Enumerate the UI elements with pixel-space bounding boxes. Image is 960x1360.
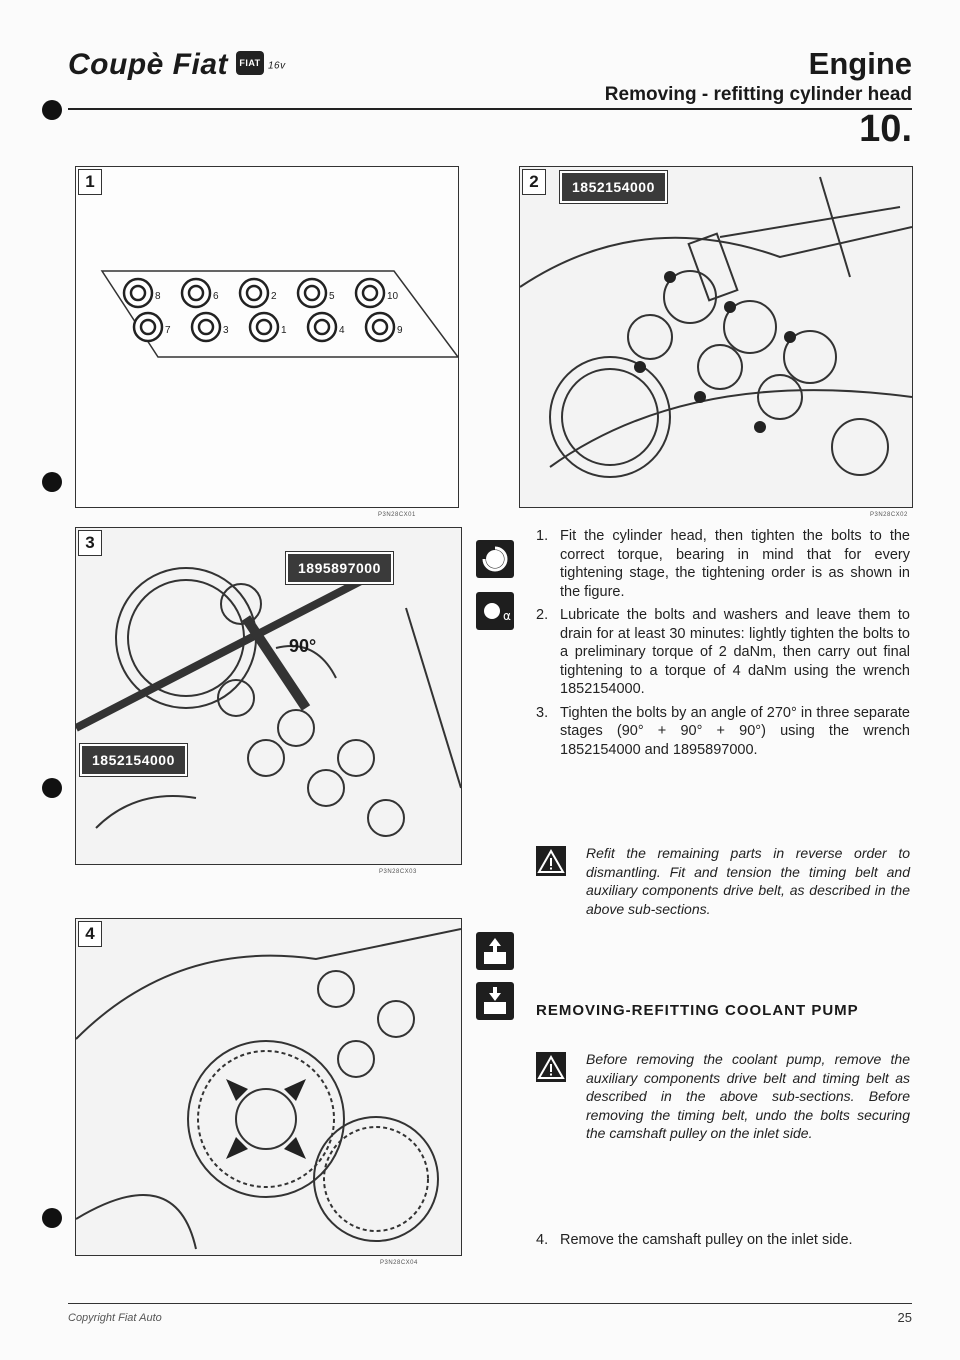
engine-variant: 16v: [268, 60, 286, 72]
refit-icon: [476, 982, 514, 1020]
section-heading: REMOVING-REFITTING COOLANT PUMP: [536, 1002, 859, 1019]
page-heading: [605, 46, 912, 106]
bolt-head: [199, 320, 213, 334]
bolt-head: [189, 286, 203, 300]
warning-note: [536, 1050, 910, 1143]
brand-title: Coupè Fiat: [68, 48, 228, 81]
camshaft-pulley-illustration: [76, 919, 461, 1255]
warning-icon: [536, 846, 566, 876]
bolt-order-label: 8: [155, 291, 161, 302]
bolt-order-label: 6: [213, 291, 219, 302]
bolt-order-label: 9: [397, 325, 403, 336]
bolt-order-label: 4: [339, 325, 345, 336]
remove-icon: [476, 932, 514, 970]
warning-icon: [536, 1052, 566, 1082]
bolt-order-label: 5: [329, 291, 335, 302]
engine-illustration: [520, 167, 912, 507]
figure-number: 2: [522, 169, 546, 195]
bolt-head: [257, 320, 271, 334]
angle-label: 90°: [289, 636, 317, 656]
tool-code-tag: 1895897000: [286, 552, 393, 584]
bolt-order-label: 3: [223, 325, 229, 336]
engine-illustration: [76, 528, 461, 864]
engine-badge-icon: FIAT: [236, 51, 264, 75]
cylinder-head-bolt-diagram: [76, 167, 458, 507]
chapter-number: 10.: [859, 108, 912, 150]
bolt-order-label: 1: [281, 325, 287, 336]
figure-code: P3N28CX03: [379, 869, 417, 875]
figure-code: P3N28CX04: [380, 1260, 418, 1266]
warning-text: Before removing the coolant pump, remove the auxiliary components drive belt and timing belt as described in the above sub-sections. Before removing the timing belt, undo the bolts securing the camshaft pulley on the inlet side.: [586, 1051, 910, 1141]
figure-4: [75, 918, 462, 1256]
tool-code-tag: 1852154000: [80, 744, 187, 776]
manual-title: [68, 48, 286, 82]
header-rule: [68, 108, 912, 110]
binder-hole: [42, 100, 62, 120]
figure-number: 1: [78, 169, 102, 195]
warning-note: [536, 844, 910, 918]
procedure-steps: [536, 1231, 910, 1255]
tool-code-tag: 1852154000: [560, 171, 667, 203]
binder-hole: [42, 472, 62, 492]
bolt-head: [373, 320, 387, 334]
chapter-title: Engine: [808, 46, 912, 81]
bolt-head: [131, 286, 145, 300]
bolt-order-label: 7: [165, 325, 171, 336]
svg-text:α: α: [503, 609, 511, 623]
figure-code: P3N28CX02: [870, 512, 908, 518]
footer-rule: [68, 1303, 912, 1304]
bolt-order-label: 2: [271, 291, 277, 302]
figure-3: [75, 527, 462, 865]
procedure-steps: [536, 527, 910, 764]
bolt-order-label: 10: [387, 291, 399, 302]
list-item: 2. Lubricate the bolts and washers and leave them to drain for at least 30 minutes: lightly tighten the bolts to a preliminary torque of 2 daNm, then carry out final tightening to a torque of 4 daNm using the wrench 1852154000.: [536, 607, 910, 697]
list-item: 1. Fit the cylinder head, then tighten the bolts to the correct torque, bearing in mind that for every tightening stage, the tightening order is as shown in the figure.: [536, 528, 910, 600]
page-number: 25: [897, 1310, 912, 1325]
figure-number: 4: [78, 921, 102, 947]
figure-1: [75, 166, 459, 508]
bolt-head: [141, 320, 155, 334]
copyright: Copyright Fiat Auto: [68, 1312, 162, 1324]
list-item: 4. Remove the camshaft pulley on the inlet side.: [536, 1232, 853, 1248]
figure-2: [519, 166, 913, 508]
binder-hole: [42, 778, 62, 798]
bolt-head: [315, 320, 329, 334]
tighten-torque-icon: [476, 540, 514, 578]
bolt-head: [305, 286, 319, 300]
figure-number: 3: [78, 530, 102, 556]
section-title: Removing - refitting cylinder head: [604, 84, 912, 105]
bolt-head: [363, 286, 377, 300]
bolt-head: [247, 286, 261, 300]
list-item: 3. Tighten the bolts by an angle of 270° in three separate stages (90° + 90° + 90°) using the wrench 1852154000 and 1895897000.: [536, 704, 910, 758]
binder-hole: [42, 1208, 62, 1228]
tighten-angle-icon: [476, 592, 514, 630]
warning-text: Refit the remaining parts in reverse order to dismantling. Fit and tension the timing belt and auxiliary components drive belt, as described in the above sub-sections.: [586, 845, 910, 917]
figure-code: P3N28CX01: [378, 512, 416, 518]
